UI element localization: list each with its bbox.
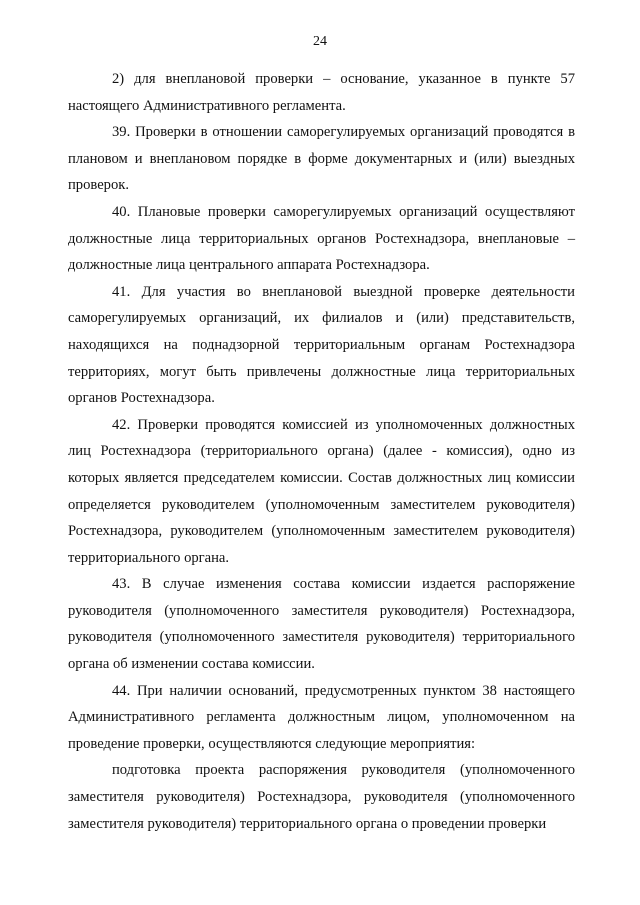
- paragraph-44: 44. При наличии оснований, предусмотренных пунктом 38 настоящего Административного регламента должностным лицом, уполномоченном на проведение проверки, осуществляются следующие мероприятия:: [68, 682, 575, 752]
- paragraph-41: 41. Для участия во внеплановой выездной проверке деятельности саморегулируемых организаций, их филиалов и (или) представительств, находящихся на поднадзорной территориальным органам Ростехнадзора территориях, могут быть привлечены должностные лица территориальных органов Ростехнадзора.: [68, 283, 575, 407]
- paragraph-44-list-item: подготовка проекта распоряжения руководителя (уполномоченного заместителя руководителя) Ростехнадзора, руководителя (уполномоченного заместителя руководителя) территориального органа о проведении проверки: [68, 762, 575, 832]
- paragraph-42: 42. Проверки проводятся комиссией из уполномоченных должностных лиц Ростехнадзора (территориального органа) (далее - комиссия), одно из которых является председателем комиссии. Состав должностных лиц комиссии определяется руководителем (уполномоченным заместителем руководителя) Ростехнадзора, руководителем (уполномоченным заместителем руководителя) территориального органа.: [68, 416, 575, 566]
- paragraph-item-2-unscheduled: 2) для внеплановой проверки – основание, указанное в пункте 57 настоящего Административного регламента.: [68, 71, 575, 114]
- page-number: 24: [313, 34, 327, 49]
- document-body: [68, 66, 575, 837]
- paragraph-39: 39. Проверки в отношении саморегулируемых организаций проводятся в плановом и внеплановом порядке в форме документарных и (или) выездных проверок.: [68, 124, 575, 194]
- paragraph-40: 40. Плановые проверки саморегулируемых организаций осуществляют должностные лица территориальных органов Ростехнадзора, внеплановые – должностные лица центрального аппарата Ростехнадзора.: [68, 203, 575, 274]
- paragraph-43: 43. В случае изменения состава комиссии издается распоряжение руководителя (уполномоченного заместителя руководителя) Ростехнадзора, руководителя (уполномоченного заместителя руководителя) территориального органа об изменении состава комиссии.: [68, 576, 575, 673]
